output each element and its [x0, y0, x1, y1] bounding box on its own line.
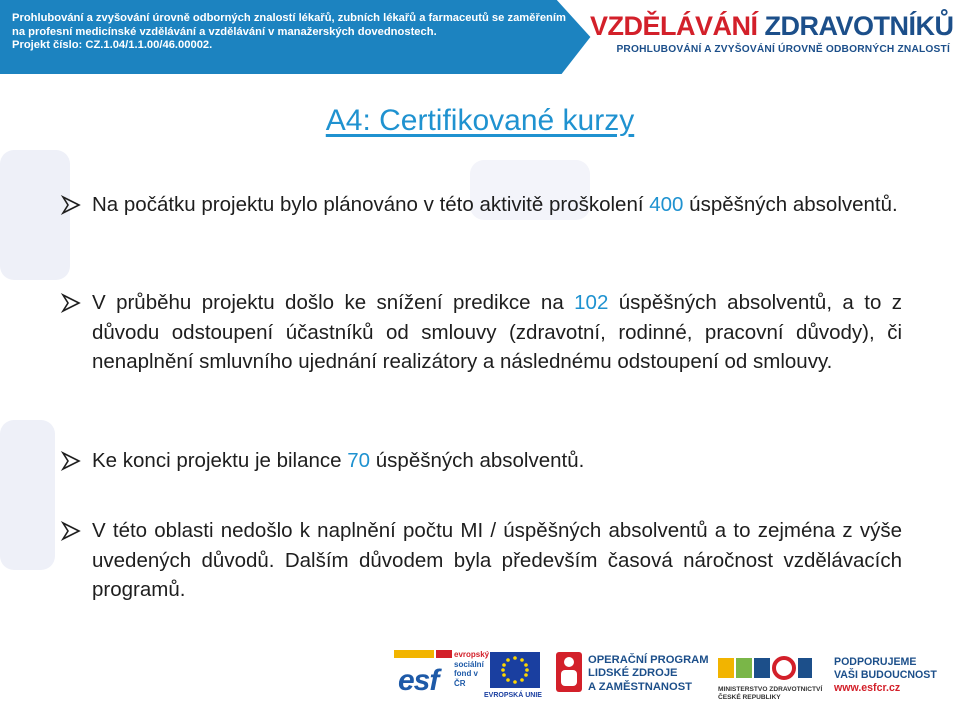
brand-title-part1: VZDĚLÁVÁNÍ: [590, 11, 765, 41]
arrow-bullet-icon: [60, 194, 82, 216]
brand-title-part2: ZDRAVOTNÍKŮ: [764, 11, 954, 41]
eu-logo: [484, 646, 542, 706]
brand-title: [590, 10, 954, 42]
project-line: Prohlubování a zvyšování úrovně odborných znalostí lékařů, zubních lékařů a farmaceutů se zaměřením: [12, 12, 566, 24]
slide-header: [0, 0, 960, 74]
bullet-text: Na počátku projektu bylo plánováno v této aktivitě proškolení 400 úspěšných absolventů.: [92, 193, 898, 216]
ministry-caption: MINISTERSTVO ZDRAVOTNICTVÍ ČESKÉ REPUBLIKY: [718, 686, 823, 701]
support-caption: PODPORUJEME VAŠI BUDOUCNOST www.esfcr.cz: [834, 656, 937, 694]
highlight-number: 70: [347, 449, 371, 472]
bullet-text: Ke konci projektu je bilance 70 úspěšných absolventů.: [92, 449, 585, 472]
op-lzz-logo: [554, 646, 714, 706]
arrow-bullet-icon: [60, 450, 82, 472]
brand-logo: [590, 10, 954, 55]
bullet-item: [60, 446, 902, 476]
slide-title: A4: Certifikované kurzy: [325, 104, 635, 137]
bullet-text: V průběhu projektu došlo ke snížení predikce na 102 úspěšných absolventů, a to z důvodu odstoupení účastníků od smlouvy (zdravotní, rodinné, pracovní důvody), či nenaplnění smluvního ujednání realizátory a následnému odstoupení od smlouvy.: [92, 291, 902, 373]
bullet-text: V této oblasti nedošlo k naplnění počtu MI / úspěšných absolventů a to zejména z výše uvedených důvodů. Dalším důvodem byla především časová náročnost vzdělávacích programů.: [92, 519, 902, 601]
ministry-emblem-icon: [718, 654, 814, 682]
eu-label: EVROPSKÁ UNIE: [484, 692, 542, 699]
bullet-item: [60, 288, 902, 377]
eu-flag-icon: [490, 652, 540, 688]
ministry-logo: [718, 646, 828, 706]
op-caption: OPERAČNÍ PROGRAM LIDSKÉ ZDROJE A ZAMĚSTNANOST: [588, 654, 709, 693]
highlight-number: 102: [574, 291, 609, 314]
highlight-number: 400: [649, 193, 684, 216]
arrow-bullet-icon: [60, 520, 82, 542]
esf-letters: esf: [398, 664, 439, 697]
esf-logo: [394, 646, 490, 706]
project-description: [12, 12, 566, 53]
op-people-icon: [554, 650, 584, 694]
support-url: www.esfcr.cz: [834, 682, 901, 694]
brand-subtitle: PROHLUBOVÁNÍ A ZVYŠOVÁNÍ ÚROVNĚ ODBORNÝCH ZNALOSTÍ: [616, 44, 950, 55]
project-line: na profesní medicínské vzdělávání a vzdělávání v manažerských dovednostech.: [12, 25, 437, 38]
esf-caption: evropský sociální fond v ČR: [454, 650, 490, 688]
sponsor-logos: [0, 646, 960, 720]
support-slogan: [834, 646, 954, 706]
bullet-item: [60, 516, 902, 605]
project-number: Projekt číslo: CZ.1.04/1.1.00/46.00002.: [12, 39, 213, 52]
background-piece: [0, 420, 55, 570]
bullet-item: [60, 190, 902, 220]
arrow-bullet-icon: [60, 292, 82, 314]
